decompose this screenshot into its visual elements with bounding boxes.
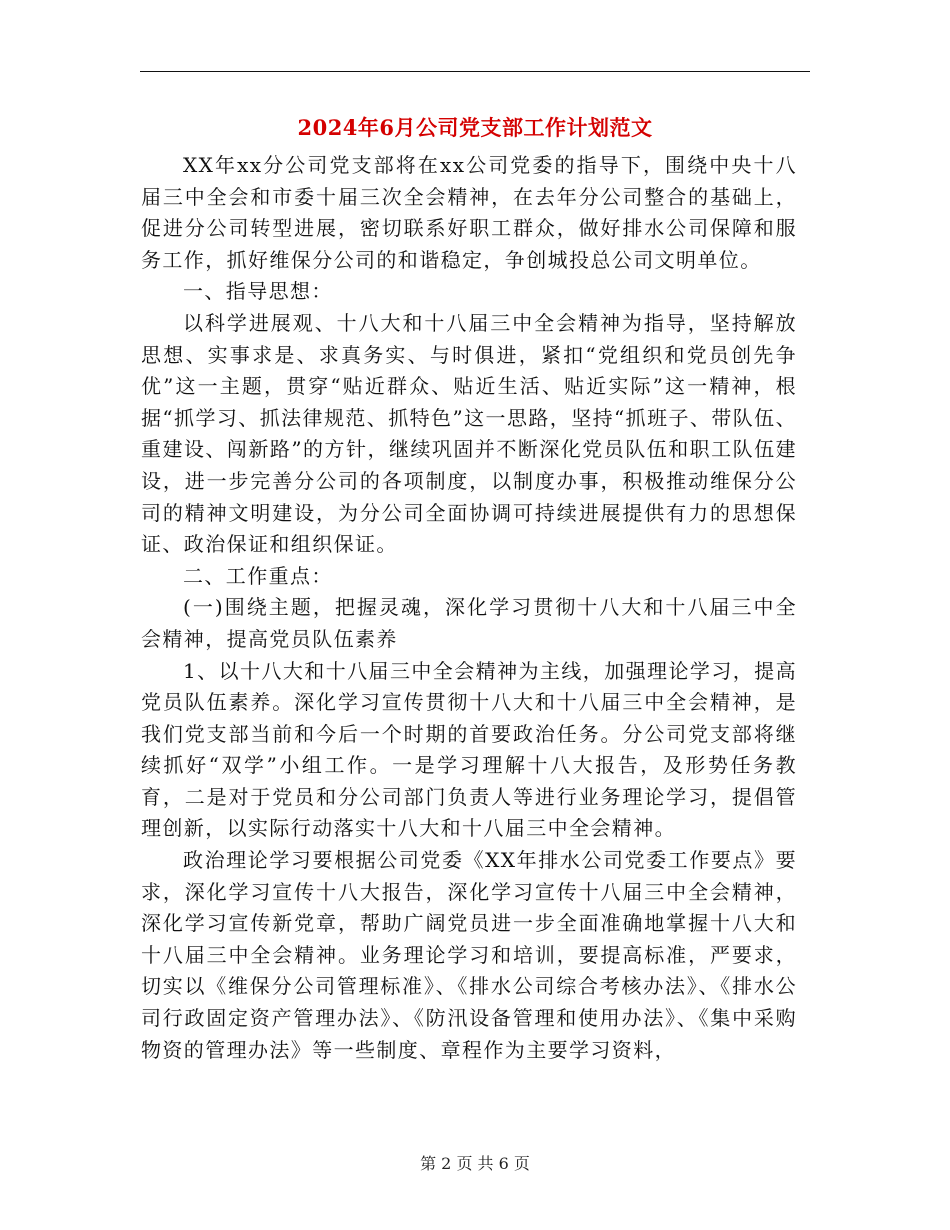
- intro-paragraph: XX年xx分公司党支部将在xx公司党委的指导下，围绕中央十八届三中全会和市委十届三次全会精神，在去年分公司整合的基础上，促进分公司转型进展，密切联系好职工群众，做好排水公司保障和服务工作，抓好维保分公司的和谐稳定，争创城投总公司文明单位。: [141, 153, 797, 272]
- guiding-ideology-paragraph: 以科学进展观、十八大和十八届三中全会精神为指导，坚持解放思想、实事求是、求真务实、与时俱进，紧扣“党组织和党员创先争优”这一主题，贯穿“贴近群众、贴近生活、贴近实际”这一精神，根据“抓学习、抓法律规范、抓特色”这一思路，坚持“抓班子、带队伍、重建设、闯新路”的方针，继续巩固并不断深化党员队伍和职工队伍建设，进一步完善分公司的各项制度，以制度办事，积极推动维保分公司的精神文明建设，为分公司全面协调可持续进展提供有力的思想保证、政治保证和组织保证。: [141, 310, 797, 557]
- item-1-paragraph: 1、以十八大和十八届三中全会精神为主线，加强理论学习，提高党员队伍素养。深化学习宣传贯彻十八大和十八届三中全会精神，是我们党支部当前和今后一个时期的首要政治任务。分公司党支部将继续抓好“双学”小组工作。一是学习理解十八大报告，及形势任务教育，二是对于党员和分公司部门负责人等进行业务理论学习，提倡管理创新，以实际行动落实十八大和十八届三中全会精神。: [141, 658, 797, 841]
- document-body: [141, 150, 797, 1066]
- subsection-heading-1: (一)围绕主题，把握灵魂，深化学习贯彻十八大和十八届三中全会精神，提高党员队伍素养: [141, 595, 797, 651]
- section-heading-work-focus: 二、工作重点：: [183, 563, 333, 588]
- section-heading-guiding-ideology: 一、指导思想：: [183, 279, 333, 304]
- document-title: 2024年6月公司党支部工作计划范文: [297, 115, 653, 140]
- page-number: 第 2 页 共 6 页: [420, 1154, 530, 1173]
- political-study-paragraph: 政治理论学习要根据公司党委《XX年排水公司党委工作要点》要求，深化学习宣传十八大报告，深化学习宣传十八届三中全会精神，深化学习宣传新党章，帮助广阔党员进一步全面准确地掌握十八大和十八届三中全会精神。业务理论学习和培训，要提高标准，严要求，切实以《维保分公司管理标准》、《排水公司综合考核办法》、《排水公司行政固定资产管理办法》、《防汛设备管理和使用办法》、《集中采购物资的管理办法》等一些制度、章程作为主要学习资料，: [141, 848, 797, 1062]
- header-rule: [140, 71, 810, 72]
